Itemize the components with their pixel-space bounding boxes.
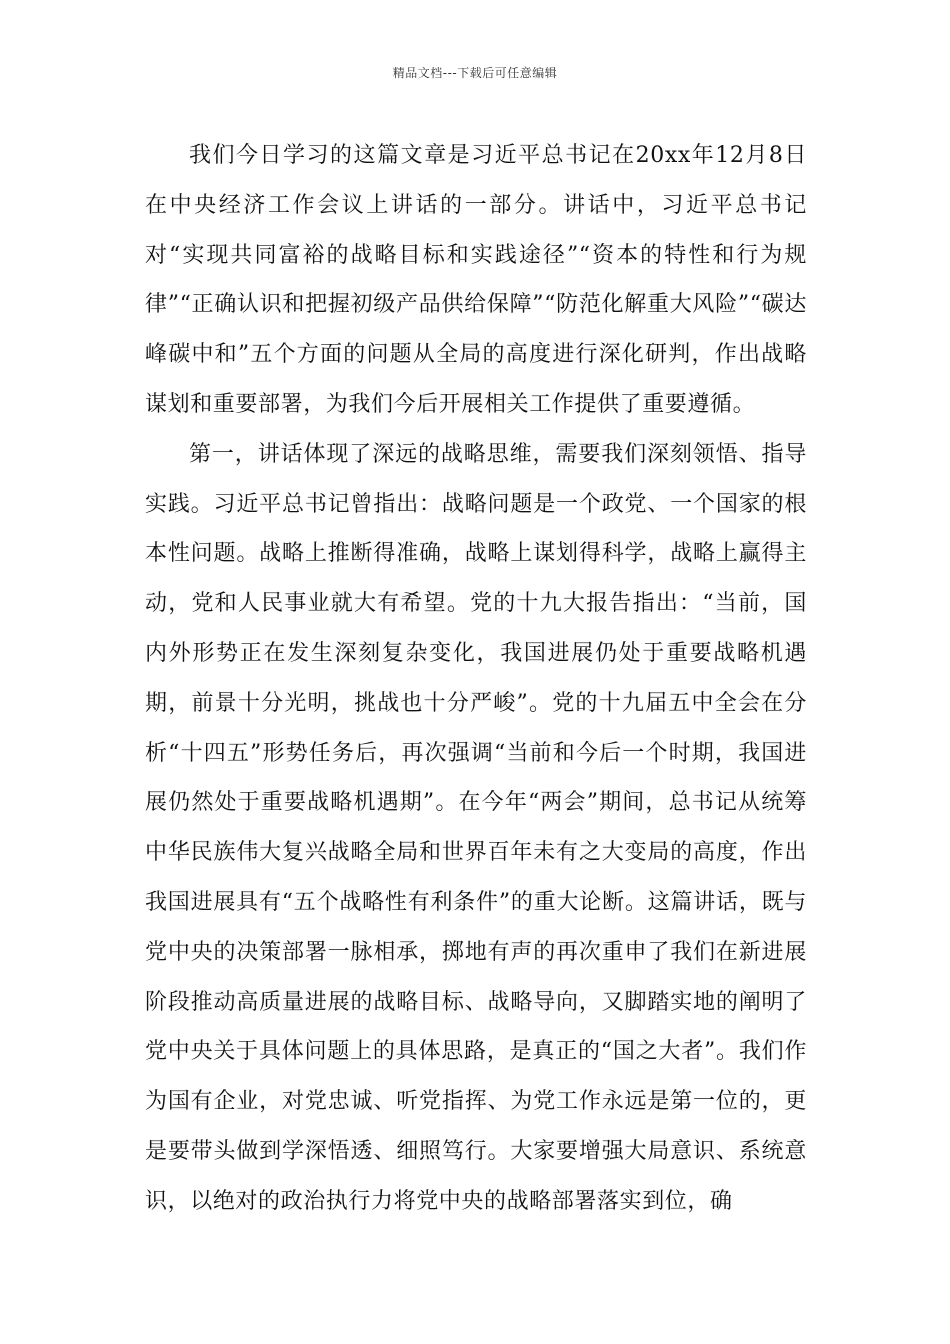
paragraph-first-point: 第一，讲话体现了深远的战略思维，需要我们深刻领悟、指导实践。习近平总书记曾指出：战略问题是一个政党、一个国家的根本性问题。战略上推断得准确，战略上谋划得科学，战略上赢得主动，党和人民事业就大有希望。党的十九大报告指出：“当前，国内外形势正在发生深刻复杂变化，我国进展仍处于重要战略机遇期，前景十分光明，挑战也十分严峻”。党的十九届五中全会在分析“十四五”形势任务后，再次强调“当前和今后一个时期，我国进展仍然处于重要战略机遇期”。在今年“两会”期间，总书记从统筹中华民族伟大复兴战略全局和世界百年未有之大变局的高度，作出我国进展具有“五个战略性有利条件”的重大论断。这篇讲话，既与党中央的决策部署一脉相承，掷地有声的再次重申了我们在新进展阶段推动高质量进展的战略目标、战略导向，又脚踏实地的阐明了党中央关于具体问题上的具体思路，是真正的“国之大者”。我们作为国有企业，对党忠诚、听党指挥、为党工作永远是第一位的，更是要带头做到学深悟透、细照笃行。大家要增强大局意识、系统意识，以绝对的政治执行力将党中央的战略部署落实到位，确: [145, 441, 807, 1214]
document-body: [145, 131, 807, 1227]
paragraph-intro: 我们今日学习的这篇文章是习近平总书记在20xx年12月8日在中央经济工作会议上讲话的一部分。讲话中，习近平总书记对“实现共同富裕的战略目标和实践途径”“资本的特性和行为规律”“正确认识和把握初级产品供给保障”“防范化解重大风险”“碳达峰碳中和”五个方面的问题从全局的高度进行深化研判，作出战略谋划和重要部署，为我们今后开展相关工作提供了重要遵循。: [145, 143, 807, 417]
page-header: 精品文档---下载后可任意编辑: [392, 66, 558, 80]
